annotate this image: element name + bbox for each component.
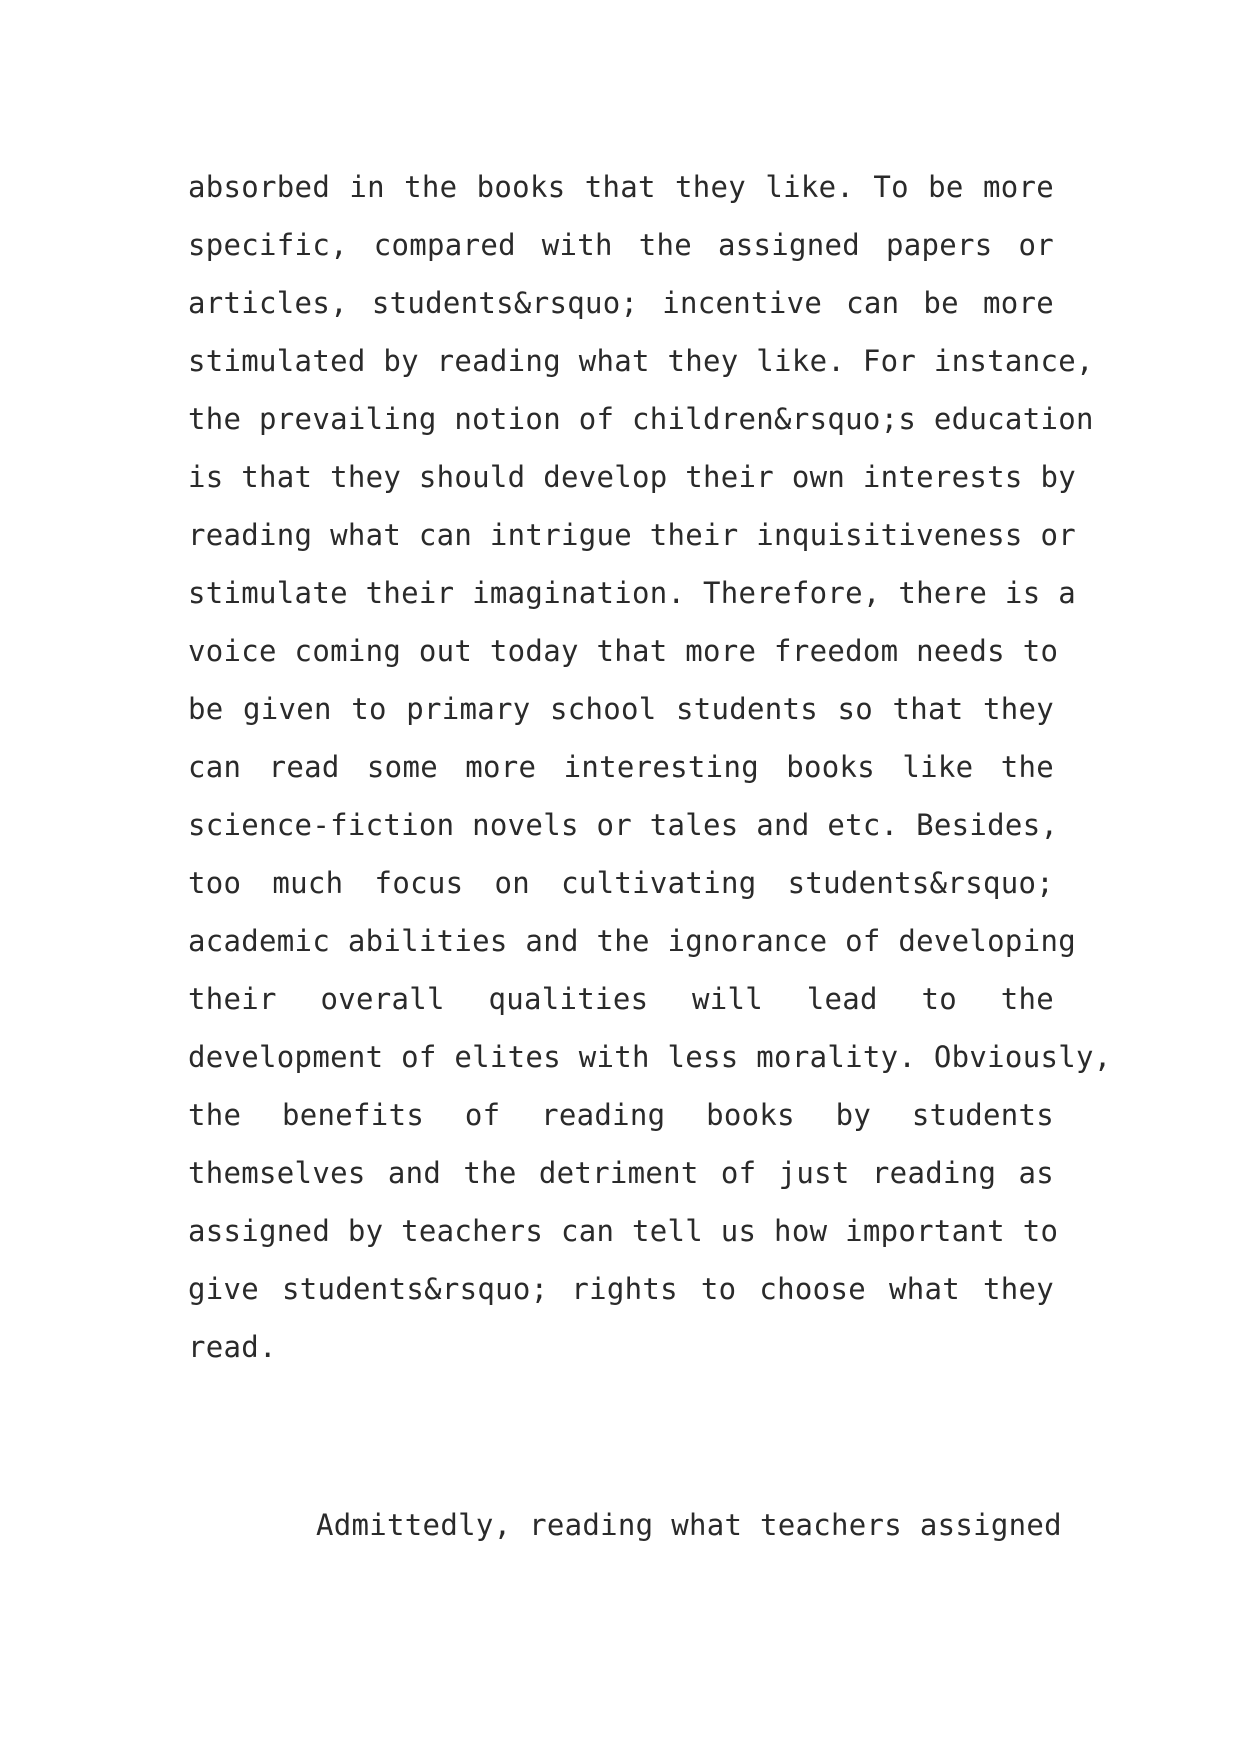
text-line: assigned by teachers can tell us how important to: [188, 1214, 1059, 1248]
text-line: is that they should develop their own interests by: [188, 460, 1076, 494]
text-line: be given to primary school students so that they: [188, 692, 1054, 726]
text-line: voice coming out today that more freedom needs to: [188, 634, 1059, 668]
body-paragraph-1: [188, 158, 1112, 1376]
text-line: stimulate their imagination. Therefore, there is a: [188, 576, 1076, 610]
text-line: absorbed in the books that they like. To be more: [188, 170, 1054, 204]
text-line: their overall qualities will lead to the: [188, 982, 1054, 1016]
text-line: too much focus on cultivating students&rsquo;: [188, 866, 1054, 900]
text-line: specific, compared with the assigned papers or: [188, 228, 1054, 262]
text-line: stimulated by reading what they like. For instance,: [188, 344, 1094, 378]
body-paragraph-2: [316, 1496, 1062, 1554]
text-line: academic abilities and the ignorance of developing: [188, 924, 1076, 958]
text-line: themselves and the detriment of just reading as: [188, 1156, 1054, 1190]
text-line: give students&rsquo; rights to choose what they: [188, 1272, 1054, 1306]
text-line: development of elites with less morality. Obviously,: [188, 1040, 1112, 1074]
text-line: reading what can intrigue their inquisitiveness or: [188, 518, 1076, 552]
text-line: articles, students&rsquo; incentive can be more: [188, 286, 1054, 320]
text-line: the prevailing notion of children&rsquo;s education: [188, 402, 1094, 436]
text-line: read.: [188, 1330, 277, 1364]
text-line: science-fiction novels or tales and etc. Besides,: [188, 808, 1059, 842]
text-line: Admittedly, reading what teachers assigned: [316, 1508, 1062, 1542]
text-line: can read some more interesting books like the: [188, 750, 1054, 784]
text-line: the benefits of reading books by students: [188, 1098, 1054, 1132]
